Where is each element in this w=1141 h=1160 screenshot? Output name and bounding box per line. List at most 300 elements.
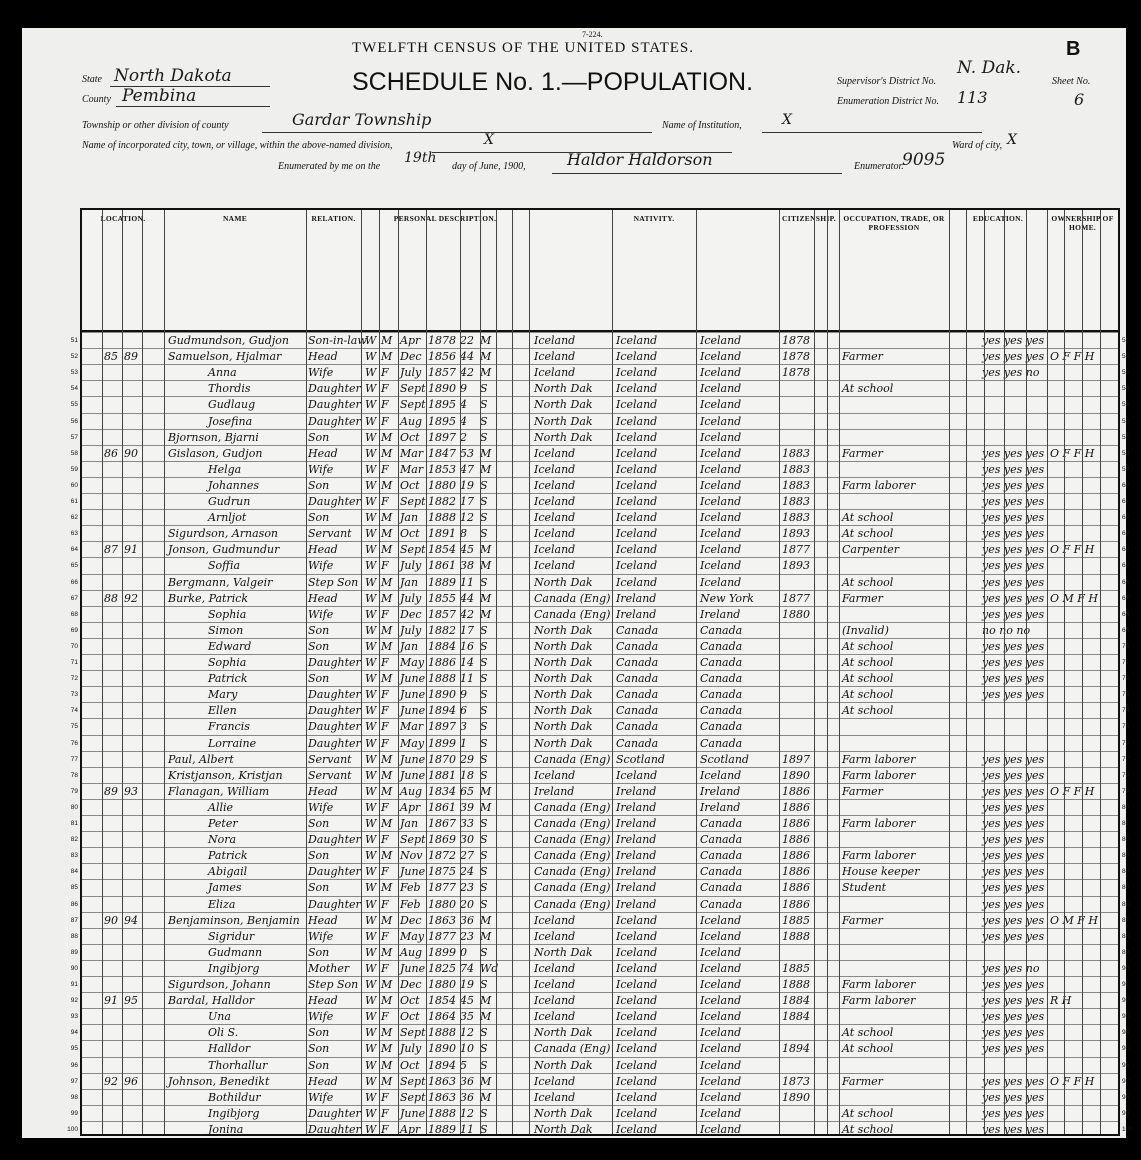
cell-rel: Son <box>308 430 330 444</box>
cell-occ: At school <box>842 1026 894 1040</box>
table-row <box>70 815 1130 831</box>
line-number-right: 70 <box>1122 642 1130 650</box>
cell-mo: Aug <box>400 414 423 428</box>
cell-mo: Nov <box>400 849 423 863</box>
table-row <box>70 364 1130 380</box>
cell-yr: 1872 <box>428 849 456 863</box>
line-number: 90 <box>70 964 78 972</box>
table-row <box>70 831 1130 847</box>
cell-yes: yes yes yes <box>982 575 1045 589</box>
cell-own: O M F H <box>1050 591 1098 605</box>
enumerated-label: Enumerated by me on the <box>278 161 381 172</box>
cell-mo: Sept <box>400 398 426 412</box>
cell-mbp: Canada <box>700 881 743 895</box>
line-number: 87 <box>70 916 78 924</box>
cell-yr: 1886 <box>428 656 456 669</box>
cell-c: W <box>365 768 377 782</box>
line-number: 52 <box>70 353 78 361</box>
cell-mbp: Canada <box>700 720 743 734</box>
cell-yr: 1854 <box>428 994 456 1008</box>
cell-c: W <box>365 575 377 589</box>
cell-age: 20 <box>460 897 474 911</box>
institution-label: Name of Institution, <box>662 120 742 131</box>
cell-yr: 1834 <box>428 784 456 798</box>
cell-f: 93 <box>124 784 138 798</box>
cell-yes: yes yes yes <box>982 784 1045 798</box>
cell-mbp: Iceland <box>700 559 742 573</box>
cell-c: W <box>365 1090 377 1104</box>
cell-fbp: Iceland <box>616 350 658 364</box>
cell-c: W <box>365 1042 377 1056</box>
group-nativity: NATIVITY. <box>633 214 675 223</box>
line-number-right: 77 <box>1122 755 1130 763</box>
cell-imm: 1886 <box>782 897 810 911</box>
cell-m: S <box>480 704 488 718</box>
cell-mo: Sept <box>400 1090 426 1104</box>
cell-c: W <box>365 543 377 557</box>
cell-imm: 1890 <box>782 768 810 782</box>
cell-mo: June <box>400 768 426 782</box>
cell-f: 96 <box>124 1074 138 1088</box>
cell-age: 6 <box>460 704 467 718</box>
enum-district-value: 113 <box>957 88 988 107</box>
cell-c: W <box>365 752 377 766</box>
cell-m: M <box>480 929 492 943</box>
cell-name: James <box>208 881 242 895</box>
cell-s: M <box>381 511 393 525</box>
cell-d: 87 <box>104 543 118 557</box>
cell-yr: 1881 <box>428 768 456 782</box>
cell-name: Benjaminson, Benjamin <box>168 913 300 927</box>
cell-rel: Wife <box>308 800 334 814</box>
cell-own: O F F H <box>1050 1074 1095 1088</box>
line-number-right: 51 <box>1122 337 1130 344</box>
cell-yr: 1899 <box>428 736 456 750</box>
line-number: 51 <box>70 337 78 344</box>
sheet-letter: B <box>1066 38 1081 60</box>
line-number: 70 <box>70 642 78 650</box>
table-row <box>70 1024 1130 1040</box>
cell-m: M <box>480 591 492 605</box>
cell-yr: 1890 <box>428 688 456 702</box>
cell-rel: Son <box>308 945 330 959</box>
cell-occ: Carpenter <box>842 543 900 557</box>
table-row <box>70 332 1130 348</box>
cell-yr: 1882 <box>428 495 456 508</box>
cell-rel: Daughter <box>308 398 361 412</box>
cell-c: W <box>365 430 377 444</box>
line-number-right: 58 <box>1122 449 1130 457</box>
cell-rel: Wife <box>308 559 334 573</box>
table-row <box>70 783 1130 799</box>
cell-rel: Daughter <box>308 382 361 396</box>
cell-fbp: Iceland <box>616 334 658 347</box>
table-row <box>70 1105 1130 1121</box>
table-row <box>70 1057 1130 1073</box>
line-number: 78 <box>70 771 78 779</box>
cell-bp: Canada (Eng) <box>534 752 611 766</box>
cell-name: Sophia <box>208 607 247 621</box>
cell-name: Johnson, Benedikt <box>168 1074 270 1088</box>
enum-district-label: Enumeration District No. <box>837 96 939 107</box>
cell-mbp: Iceland <box>700 414 742 428</box>
cell-name: Gudmann <box>208 945 263 959</box>
cell-imm: 1877 <box>782 591 810 605</box>
cell-rel: Wife <box>308 1090 334 1104</box>
cell-mo: Sept <box>400 495 426 508</box>
cell-imm: 1886 <box>782 784 810 798</box>
cell-m: S <box>480 495 488 508</box>
cell-own: O F F H <box>1050 446 1095 460</box>
cell-name: Arnljot <box>208 511 247 525</box>
cell-yr: 1899 <box>428 945 456 959</box>
cell-mo: June <box>400 961 426 975</box>
cell-name: Abigail <box>208 865 248 879</box>
cell-fbp: Iceland <box>616 1074 658 1088</box>
table-row <box>70 348 1130 364</box>
cell-m: S <box>480 978 488 991</box>
cell-fbp: Ireland <box>616 849 657 863</box>
cell-yr: 1863 <box>428 913 456 927</box>
cell-name: Sophia <box>208 656 247 669</box>
cell-fbp: Ireland <box>616 881 657 895</box>
cell-mbp: Iceland <box>700 543 742 557</box>
line-number: 97 <box>70 1077 78 1085</box>
cell-bp: North Dak <box>534 672 593 686</box>
cell-yr: 1895 <box>428 398 456 412</box>
cell-age: 44 <box>460 350 474 364</box>
cell-rel: Servant <box>308 752 352 766</box>
cell-mo: Oct <box>400 430 420 444</box>
cell-m: S <box>480 1058 488 1072</box>
cell-fbp: Ireland <box>616 607 657 621</box>
line-number: 75 <box>70 723 78 731</box>
cell-mbp: Iceland <box>700 1058 742 1072</box>
cell-rel: Daughter <box>308 736 361 750</box>
table-row <box>70 928 1130 944</box>
form-number: 7-224. <box>582 30 603 39</box>
cell-rel: Son <box>308 881 330 895</box>
cell-mo: June <box>400 1106 426 1120</box>
cell-yes: yes yes yes <box>982 752 1045 766</box>
cell-imm: 1873 <box>782 1074 810 1088</box>
line-number: 77 <box>70 755 78 763</box>
cell-mo: July <box>400 591 422 605</box>
line-number-right: 60 <box>1122 481 1130 489</box>
table-row <box>70 541 1130 557</box>
cell-occ: At school <box>842 511 894 525</box>
cell-bp: North Dak <box>534 623 593 637</box>
cell-imm: 1888 <box>782 978 810 991</box>
census-sheet <box>22 28 1133 1138</box>
cell-rel: Head <box>308 913 338 927</box>
line-number: 61 <box>70 498 78 505</box>
cell-c: W <box>365 639 377 653</box>
cell-c: W <box>365 607 377 621</box>
cell-rel: Son <box>308 1026 330 1040</box>
cell-age: 33 <box>460 817 474 830</box>
cell-rel: Daughter <box>308 897 361 911</box>
cell-c: W <box>365 1058 377 1072</box>
line-number-right: 69 <box>1122 626 1130 634</box>
cell-fbp: Iceland <box>616 559 658 573</box>
cell-name: Sigurdson, Johann <box>168 978 271 991</box>
cell-c: W <box>365 720 377 734</box>
cell-fbp: Iceland <box>616 398 658 412</box>
line-number-right: 52 <box>1122 353 1130 361</box>
cell-d: 88 <box>104 591 118 605</box>
cell-m: S <box>480 398 488 412</box>
cell-mbp: Ireland <box>700 784 741 798</box>
cell-yes: yes yes yes <box>982 639 1045 653</box>
cell-rel: Step Son <box>308 575 359 589</box>
cell-mbp: Canada <box>700 704 743 718</box>
cell-age: 9 <box>460 382 467 396</box>
line-number: 65 <box>70 562 78 570</box>
cell-imm: 1886 <box>782 849 810 863</box>
table-row <box>70 847 1130 863</box>
cell-bp: Iceland <box>534 961 576 975</box>
cell-fbp: Ireland <box>616 591 657 605</box>
cell-s: F <box>381 414 389 428</box>
line-number-right: 91 <box>1122 981 1130 988</box>
cell-mbp: Iceland <box>700 382 742 396</box>
line-number-right: 56 <box>1122 417 1130 425</box>
cell-yr: 1895 <box>428 414 456 428</box>
cell-yes: yes yes yes <box>982 833 1045 847</box>
cell-m: M <box>480 800 492 814</box>
cell-bp: Iceland <box>534 495 576 508</box>
cell-fbp: Iceland <box>616 462 658 476</box>
cell-s: M <box>381 639 393 653</box>
cell-name: Thordis <box>208 382 251 396</box>
cell-mo: Apr <box>400 334 421 347</box>
cell-yes: yes yes yes <box>982 446 1045 460</box>
table-row <box>70 461 1130 477</box>
cell-mo: Oct <box>400 527 420 541</box>
township-value: Gardar Township <box>292 110 432 129</box>
cell-rel: Servant <box>308 768 352 782</box>
cell-c: W <box>365 478 377 492</box>
cell-name: Bothildur <box>208 1090 261 1104</box>
ward-label: Ward of city, <box>952 140 1003 151</box>
cell-m: Wd <box>480 961 499 975</box>
cell-c: W <box>365 849 377 863</box>
cell-imm: 1877 <box>782 543 810 557</box>
table-row <box>70 525 1130 541</box>
cell-mo: June <box>400 704 426 718</box>
cell-mo: Dec <box>400 607 422 621</box>
cell-f: 94 <box>124 913 138 927</box>
cell-rel: Head <box>308 350 338 364</box>
cell-bp: Canada (Eng) <box>534 881 611 895</box>
cell-age: 29 <box>460 752 474 766</box>
cell-mo: June <box>400 672 426 686</box>
cell-imm: 1885 <box>782 961 810 975</box>
cell-m: M <box>480 607 492 621</box>
cell-m: M <box>480 1090 492 1104</box>
cell-bp: Iceland <box>534 768 576 782</box>
line-number: 96 <box>70 1061 78 1069</box>
cell-yr: 1891 <box>428 527 456 541</box>
cell-s: F <box>381 1122 389 1136</box>
cell-yes: yes yes yes <box>982 978 1045 991</box>
cell-age: 16 <box>460 639 474 653</box>
cell-bp: North Dak <box>534 1106 593 1120</box>
group-ownership: OWNERSHIP OF HOME. <box>1051 214 1114 232</box>
cell-occ: At school <box>842 527 894 541</box>
cell-yes: yes yes yes <box>982 1010 1045 1024</box>
cell-mbp: Canada <box>700 672 743 686</box>
cell-s: M <box>381 430 393 444</box>
cell-c: W <box>365 945 377 959</box>
cell-m: S <box>480 639 488 653</box>
cell-f: 95 <box>124 994 138 1008</box>
cell-mo: Oct <box>400 478 420 492</box>
cell-imm: 1878 <box>782 350 810 364</box>
line-number: 59 <box>70 465 78 473</box>
line-number-right: 98 <box>1122 1093 1130 1101</box>
cell-bp: Iceland <box>534 334 576 347</box>
cell-yes: yes yes yes <box>982 1042 1045 1056</box>
line-number-right: 57 <box>1122 433 1130 441</box>
cell-m: S <box>480 527 488 541</box>
cell-yr: 1861 <box>428 559 456 573</box>
cell-c: W <box>365 784 377 798</box>
cell-yes: yes yes yes <box>982 688 1045 702</box>
cell-age: 47 <box>460 462 474 476</box>
cell-age: 12 <box>460 1106 474 1120</box>
cell-fbp: Iceland <box>616 929 658 943</box>
cell-name: Thorhallur <box>208 1058 268 1072</box>
cell-occ: Farm laborer <box>842 849 916 863</box>
cell-s: F <box>381 800 389 814</box>
cell-fbp: Iceland <box>616 913 658 927</box>
cell-age: 19 <box>460 978 474 991</box>
cell-name: Nora <box>208 833 237 847</box>
cell-age: 30 <box>460 833 474 847</box>
table-row <box>70 1040 1130 1056</box>
cell-c: W <box>365 913 377 927</box>
cell-name: Bergmann, Valgeir <box>168 575 273 589</box>
cell-s: M <box>381 591 393 605</box>
cell-fbp: Iceland <box>616 1122 658 1136</box>
cell-fbp: Ireland <box>616 817 657 830</box>
cell-s: F <box>381 462 389 476</box>
group-personal: PERSONAL DESCRIPTION. <box>393 214 497 223</box>
table-row <box>70 445 1130 461</box>
cell-m: S <box>480 382 488 396</box>
cell-imm: 1886 <box>782 817 810 830</box>
cell-imm: 1883 <box>782 511 810 525</box>
line-number-right: 65 <box>1122 562 1130 570</box>
cell-s: M <box>381 752 393 766</box>
cell-d: 90 <box>104 913 118 927</box>
line-number-right: 87 <box>1122 916 1130 924</box>
cell-c: W <box>365 736 377 750</box>
cell-f: 92 <box>124 591 138 605</box>
cell-c: W <box>365 897 377 911</box>
cell-yr: 1877 <box>428 929 456 943</box>
cell-m: M <box>480 446 492 460</box>
cell-age: 17 <box>460 623 474 637</box>
cell-rel: Son <box>308 1058 330 1072</box>
cell-imm: 1878 <box>782 366 810 380</box>
line-number-right: 89 <box>1122 948 1130 956</box>
cell-mbp: Ireland <box>700 607 741 621</box>
cell-name: Soffia <box>208 559 241 573</box>
cell-bp: Iceland <box>534 1090 576 1104</box>
cell-yr: 1880 <box>428 978 456 991</box>
line-number: 99 <box>70 1109 78 1117</box>
cell-rel: Son <box>308 849 330 863</box>
cell-mbp: Iceland <box>700 366 742 380</box>
line-number: 79 <box>70 787 78 795</box>
line-number: 83 <box>70 852 78 860</box>
cell-mbp: Iceland <box>700 1042 742 1056</box>
line-number-right: 82 <box>1122 836 1130 844</box>
cell-yr: 1825 <box>428 961 456 975</box>
cell-name: Eliza <box>208 897 236 911</box>
cell-bp: North Dak <box>534 639 593 653</box>
cell-fbp: Canada <box>616 623 659 637</box>
cell-mbp: Iceland <box>700 1074 742 1088</box>
cell-s: M <box>381 913 393 927</box>
cell-rel: Daughter <box>308 865 361 879</box>
cell-m: M <box>480 350 492 364</box>
table-row <box>70 976 1130 992</box>
cell-bp: North Dak <box>534 1122 593 1136</box>
cell-c: W <box>365 350 377 364</box>
cell-s: M <box>381 478 393 492</box>
cell-mo: Aug <box>400 784 423 798</box>
table-row <box>70 654 1130 670</box>
cell-rel: Daughter <box>308 1106 361 1120</box>
cell-yr: 1888 <box>428 672 456 686</box>
cell-fbp: Iceland <box>616 1042 658 1056</box>
cell-m: S <box>480 688 488 702</box>
line-number-right: 88 <box>1122 932 1130 940</box>
cell-s: M <box>381 623 393 637</box>
cell-yes: yes yes yes <box>982 559 1045 573</box>
cell-m: S <box>480 1042 488 1056</box>
supervisor-value: N. Dak. <box>957 58 1022 78</box>
line-number: 98 <box>70 1093 78 1101</box>
cell-s: M <box>381 784 393 798</box>
cell-yr: 1855 <box>428 591 456 605</box>
cell-m: S <box>480 511 488 525</box>
cell-mbp: Iceland <box>700 430 742 444</box>
cell-age: 3 <box>460 720 467 734</box>
table-row <box>70 638 1130 654</box>
table-row <box>70 879 1130 895</box>
cell-age: 8 <box>460 527 467 541</box>
cell-m: S <box>480 720 488 734</box>
cell-rel: Daughter <box>308 656 361 669</box>
cell-yes: yes yes yes <box>982 881 1045 895</box>
cell-imm: 1886 <box>782 833 810 847</box>
line-number-right: 71 <box>1122 659 1130 666</box>
supervisor-label: Supervisor's District No. <box>837 76 937 87</box>
cell-bp: Canada (Eng) <box>534 833 611 847</box>
cell-occ: Farm laborer <box>842 978 916 991</box>
cell-mo: Aug <box>400 945 423 959</box>
cell-yes: yes yes no <box>982 961 1040 975</box>
cell-rel: Head <box>308 591 338 605</box>
cell-name: Gudmundson, Gudjon <box>168 334 289 347</box>
line-number-right: 59 <box>1122 465 1130 473</box>
cell-imm: 1880 <box>782 607 810 621</box>
